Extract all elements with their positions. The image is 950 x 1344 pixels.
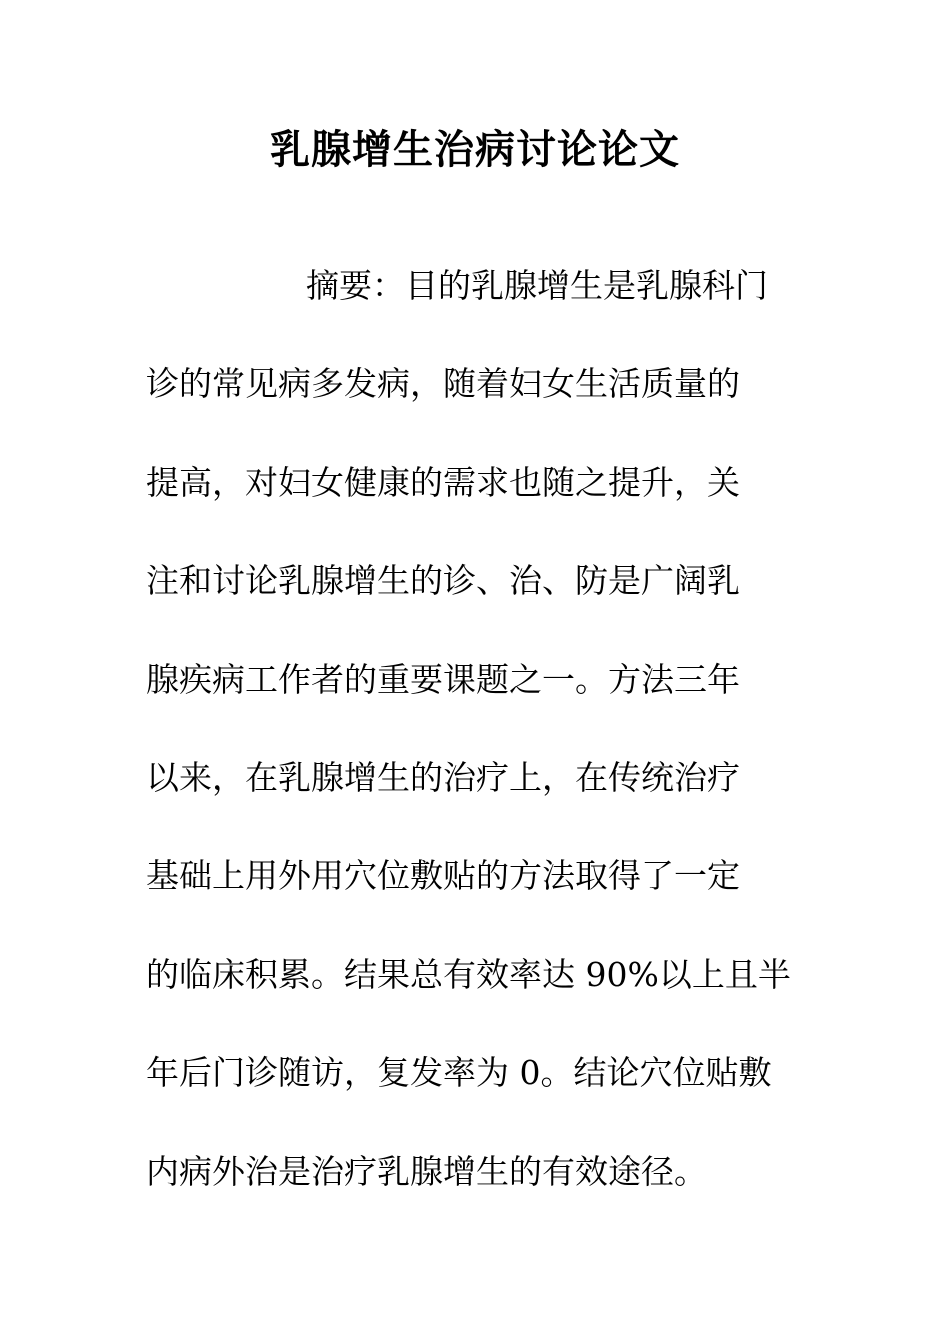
- paragraph-line: 以来，在乳腺增生的治疗上，在传统治疗: [146, 757, 740, 797]
- paragraph-line: 腺疾病工作者的重要课题之一。方法三年: [146, 659, 740, 699]
- paragraph-line: 的临床积累。结果总有效率达 90%以上且半: [146, 954, 791, 994]
- paragraph-line: 内病外治是治疗乳腺增生的有效途径。: [146, 1151, 707, 1191]
- document-title: 乳腺增生治病讨论论文: [270, 126, 680, 173]
- paragraph-line: 提高，对妇女健康的需求也随之提升，关: [146, 462, 740, 502]
- paragraph-line: 基础上用外用穴位敷贴的方法取得了一定: [146, 856, 740, 896]
- paragraph-line: 年后门诊随访，复发率为 0。结论穴位贴敷: [146, 1053, 772, 1093]
- paragraph-line: 注和讨论乳腺增生的诊、治、防是广阔乳: [146, 561, 740, 601]
- abstract-paragraph: [146, 258, 806, 1242]
- paragraph-line: 诊的常见病多发病，随着妇女生活质量的: [146, 364, 740, 404]
- paragraph-line: 摘要：目的乳腺增生是乳腺科门: [306, 266, 768, 305]
